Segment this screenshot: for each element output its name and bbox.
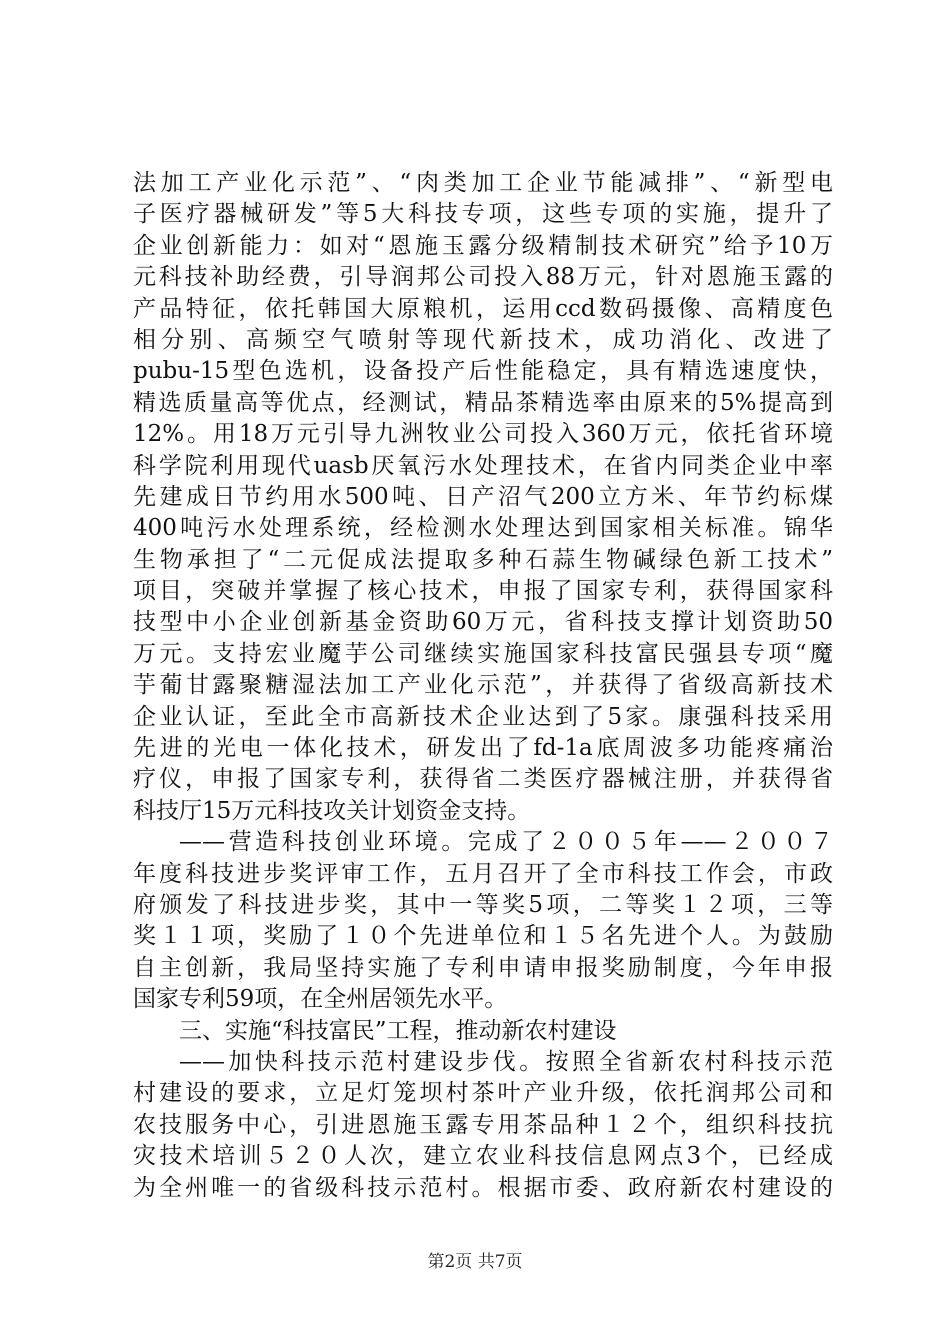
text-line: 法加工产业化示范”、“肉类加工企业节能减排”、“新型电 <box>133 170 833 196</box>
text-line: 农技服务中心，引进恩施玉露专用茶品种１２个，组织科技抗 <box>133 1111 833 1138</box>
paragraph-first-line: ——营造科技创业环境。完成了２００５年——２００７ <box>179 829 833 856</box>
text-line: pubu-15型色选机，设备投产后性能稳定，具有精选速度快， <box>133 358 833 385</box>
text-line: 府颁发了科技进步奖，其中一等奖5项，二等奖１２项，三等 <box>133 891 833 918</box>
text-line: 元科技补助经费，引导润邦公司投入88万元，针对恩施玉露的 <box>133 264 833 291</box>
text-line: 精选质量高等优点，经测试，精品茶精选率由原来的5%提高到 <box>133 389 833 416</box>
text-line: 村建设的要求，立足灯笼坝村茶叶产业升级，依托润邦公司和 <box>133 1080 833 1107</box>
text-line: 芋葡甘露聚糖湿法加工产业化示范”，并获得了省级高新技术 <box>133 672 833 699</box>
text-line: 为全州唯一的省级科技示范村。根据市委、政府新农村建设的 <box>133 1174 833 1201</box>
text-line: 先建成日节约用水500吨、日产沼气200立方米、年节约标煤 <box>133 483 833 510</box>
text-line: 先进的光电一体化技术，研发出了fd-1a底周波多功能疼痛治 <box>133 735 833 762</box>
document-body <box>133 168 833 1204</box>
text-line: 灾技术培训５２０人次，建立农业科技信息网点3个，已经成 <box>133 1143 833 1170</box>
text-line: 自主创新，我局坚持实施了专利申请申报奖励制度，今年申报 <box>133 954 833 981</box>
text-line: 生物承担了“二元促成法提取多种石蒜生物碱绿色新工技术” <box>133 546 833 573</box>
paragraph-first-line: ——加快科技示范村建设步伐。按照全省新农村科技示范 <box>179 1048 833 1075</box>
paragraph-last-line: 科技厅15万元科技攻关计划资金支持。 <box>133 797 531 824</box>
text-line: 项目，突破并掌握了核心技术，申报了国家专利，获得国家科 <box>133 578 833 605</box>
section-heading: 三、实施“科技富民”工程，推动新农村建设 <box>179 1017 617 1044</box>
text-line: 12%。用18万元引导九洲牧业公司投入360万元，依托省环境 <box>133 421 833 448</box>
text-line: 年度科技进步奖评审工作，五月召开了全市科技工作会，市政 <box>133 860 833 887</box>
text-line: 科学院利用现代uasb厌氧污水处理技术，在省内同类企业中率 <box>133 452 833 479</box>
text-line: 子医疗器械研发”等5大科技专项，这些专项的实施，提升了 <box>133 201 833 228</box>
text-line: 技型中小企业创新基金资助60万元，省科技支撑计划资助50 <box>133 609 833 636</box>
text-line: 400吨污水处理系统，经检测水处理达到国家相关标准。锦华 <box>133 515 833 542</box>
text-line: 企业创新能力：如对“恩施玉露分级精制技术研究”给予10万 <box>133 232 833 259</box>
text-line: 企业认证，至此全市高新技术企业达到了5家。康强科技采用 <box>133 703 833 730</box>
page-number-footer: 第2页 共7页 <box>427 1252 523 1272</box>
text-line: 相分别、高频空气喷射等现代新技术，成功消化、改进了 <box>133 326 833 353</box>
text-line: 奖１１项，奖励了１０个先进单位和１５名先进个人。为鼓励 <box>133 923 833 950</box>
text-line: 产品特征，依托韩国大原粮机，运用ccd数码摄像、高精度色 <box>133 295 833 322</box>
text-line: 万元。支持宏业魔芋公司继续实施国家科技富民强县专项“魔 <box>133 640 833 667</box>
paragraph-last-line: 国家专利59项，在全州居领先水平。 <box>133 986 508 1013</box>
text-line: 疗仪，申报了国家专利，获得省二类医疗器械注册，并获得省 <box>133 766 833 793</box>
